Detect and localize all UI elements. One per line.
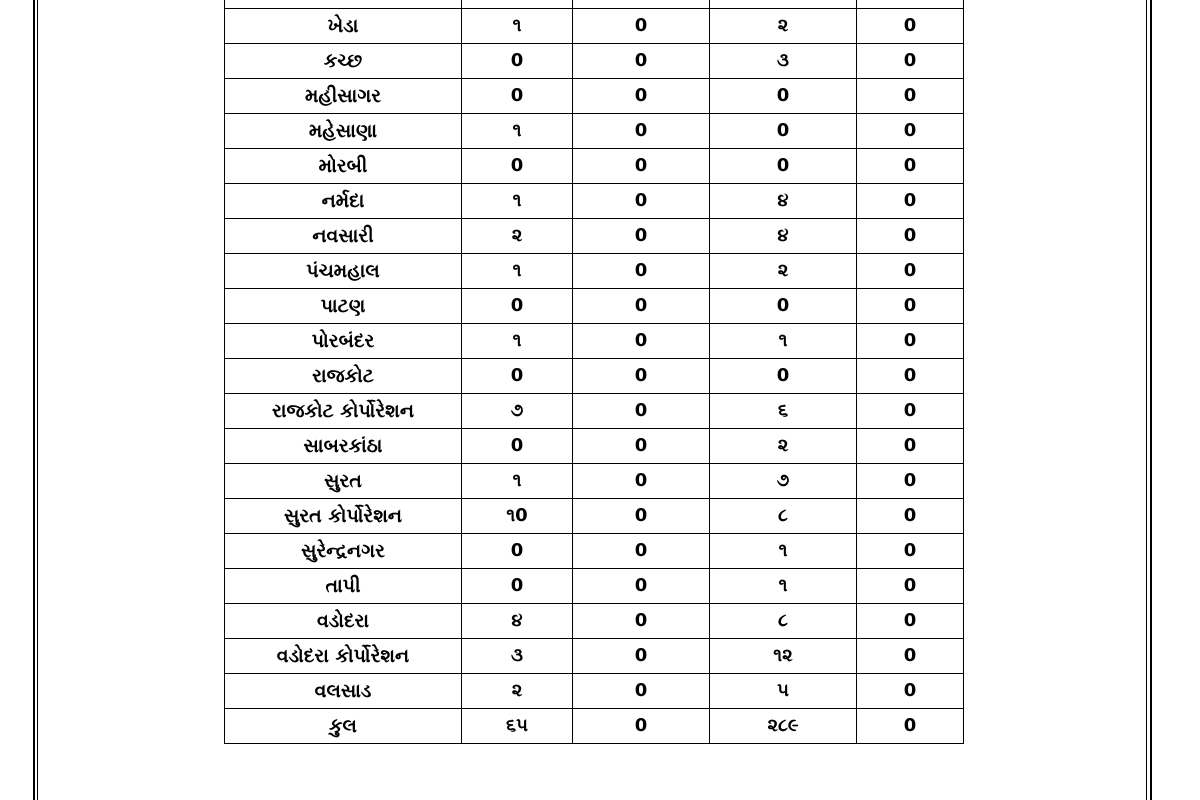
table-row [225,9,964,44]
district-cell: મહેસાણા [225,114,462,149]
district-cell: સુરત કોર્પોરેશન [225,499,462,534]
value-cell: 0 [857,604,964,639]
district-cell: પોરબંદર [225,324,462,359]
table-row [225,464,964,499]
table-row [225,604,964,639]
value-cell: 0 [573,254,710,289]
value-cell: 0 [573,499,710,534]
value-cell: 0 [462,44,573,79]
table-row [225,219,964,254]
value-cell: 0 [573,44,710,79]
value-cell: 0 [857,499,964,534]
value-cell: 0 [573,184,710,219]
value-cell: ૧ [462,324,573,359]
value-cell: 0 [857,79,964,114]
value-cell: 0 [573,114,710,149]
value-cell: 0 [857,569,964,604]
value-cell: 0 [710,359,857,394]
value-cell: 0 [857,359,964,394]
value-cell: ૧ [710,534,857,569]
district-cell: કચ્છ [225,44,462,79]
value-cell: ૮ [710,499,857,534]
table-row [225,289,964,324]
value-cell: 0 [462,79,573,114]
district-data-table [224,0,964,744]
table-row [225,359,964,394]
table-row [225,499,964,534]
value-cell: 0 [462,289,573,324]
value-cell: 0 [857,464,964,499]
value-cell: ૧ [710,324,857,359]
value-cell: 0 [857,324,964,359]
value-cell: ૪ [710,184,857,219]
page-border-right [1146,0,1152,800]
district-cell: નર્મદા [225,184,462,219]
value-cell: 0 [857,429,964,464]
value-cell: 0 [857,534,964,569]
total-value-cell: 0 [573,709,710,744]
value-cell: ૧0 [462,499,573,534]
value-cell: 0 [462,534,573,569]
district-cell: મહીસાગર [225,79,462,114]
total-label-cell: કુલ [225,709,462,744]
table-row [225,254,964,289]
value-cell: ૨ [710,429,857,464]
value-cell: 0 [573,79,710,114]
table-row [225,569,964,604]
value-cell: 0 [857,149,964,184]
table-row [225,114,964,149]
value-cell: 0 [710,149,857,184]
value-cell: 0 [573,674,710,709]
value-cell: 0 [573,289,710,324]
district-cell: ખેડા [225,9,462,44]
value-cell: ૧ [462,254,573,289]
value-cell: 0 [857,44,964,79]
value-cell: ૭ [710,464,857,499]
value-cell: 0 [710,114,857,149]
value-cell: 0 [573,219,710,254]
value-cell: ૫ [710,674,857,709]
district-cell: વલસાડ [225,674,462,709]
value-cell: ૧ [462,114,573,149]
value-cell: 0 [573,359,710,394]
value-cell: ૬ [710,394,857,429]
value-cell: ૧ [462,464,573,499]
table-row [225,44,964,79]
district-cell: વડોદરા [225,604,462,639]
value-cell: 0 [857,674,964,709]
table-row [225,79,964,114]
value-cell: 0 [573,324,710,359]
table-row [225,674,964,709]
table-row [225,0,964,9]
district-cell: સાબરકાંઠા [225,429,462,464]
value-cell: 0 [462,149,573,184]
value-cell: 0 [573,149,710,184]
total-value-cell: 0 [857,709,964,744]
value-cell: 0 [857,9,964,44]
page-border-left [33,0,38,800]
value-cell [573,0,710,9]
value-cell: ૨ [462,674,573,709]
total-value-cell: ૬૫ [462,709,573,744]
table-row [225,184,964,219]
value-cell: ૮ [710,604,857,639]
value-cell [462,0,573,9]
district-cell: તાપી [225,569,462,604]
value-cell: 0 [857,394,964,429]
value-cell: 0 [857,219,964,254]
value-cell: ૪ [710,219,857,254]
value-cell: ૪ [462,604,573,639]
value-cell: 0 [462,359,573,394]
value-cell: 0 [710,79,857,114]
value-cell: ૭ [462,394,573,429]
value-cell: 0 [573,394,710,429]
value-cell: 0 [462,569,573,604]
value-cell: 0 [573,464,710,499]
district-cell: રાજકોટ [225,359,462,394]
value-cell: 0 [573,604,710,639]
value-cell: 0 [857,184,964,219]
district-cell: સુરત [225,464,462,499]
table-row [225,639,964,674]
value-cell: 0 [573,9,710,44]
value-cell: ૨ [710,9,857,44]
table-row [225,394,964,429]
district-cell: રાજકોટ કોર્પોરેશન [225,394,462,429]
value-cell: ૧ [462,184,573,219]
value-cell: ૩ [710,44,857,79]
table-row [225,534,964,569]
value-cell: 0 [573,429,710,464]
value-cell [710,0,857,9]
value-cell: 0 [573,639,710,674]
value-cell: ૧ [462,9,573,44]
value-cell: 0 [462,429,573,464]
value-cell: ૨ [710,254,857,289]
district-cell: નવસારી [225,219,462,254]
table-row [225,324,964,359]
district-cell [225,0,462,9]
value-cell: 0 [857,114,964,149]
table-row [225,149,964,184]
value-cell: 0 [573,534,710,569]
district-cell: મોરબી [225,149,462,184]
value-cell: 0 [857,254,964,289]
total-value-cell: ૨૮૯ [710,709,857,744]
district-cell: સુરેન્દ્રનગર [225,534,462,569]
district-cell: વડોદરા કોર્પોરેશન [225,639,462,674]
value-cell: ૧ [710,569,857,604]
table-row [225,429,964,464]
value-cell: ૧૨ [710,639,857,674]
value-cell: ૩ [462,639,573,674]
district-cell: પાટણ [225,289,462,324]
value-cell: 0 [857,289,964,324]
value-cell: 0 [573,569,710,604]
value-cell: 0 [857,639,964,674]
value-cell: ૨ [462,219,573,254]
value-cell: 0 [710,289,857,324]
district-cell: પંચમહાલ [225,254,462,289]
value-cell [857,0,964,9]
total-row [225,709,964,744]
